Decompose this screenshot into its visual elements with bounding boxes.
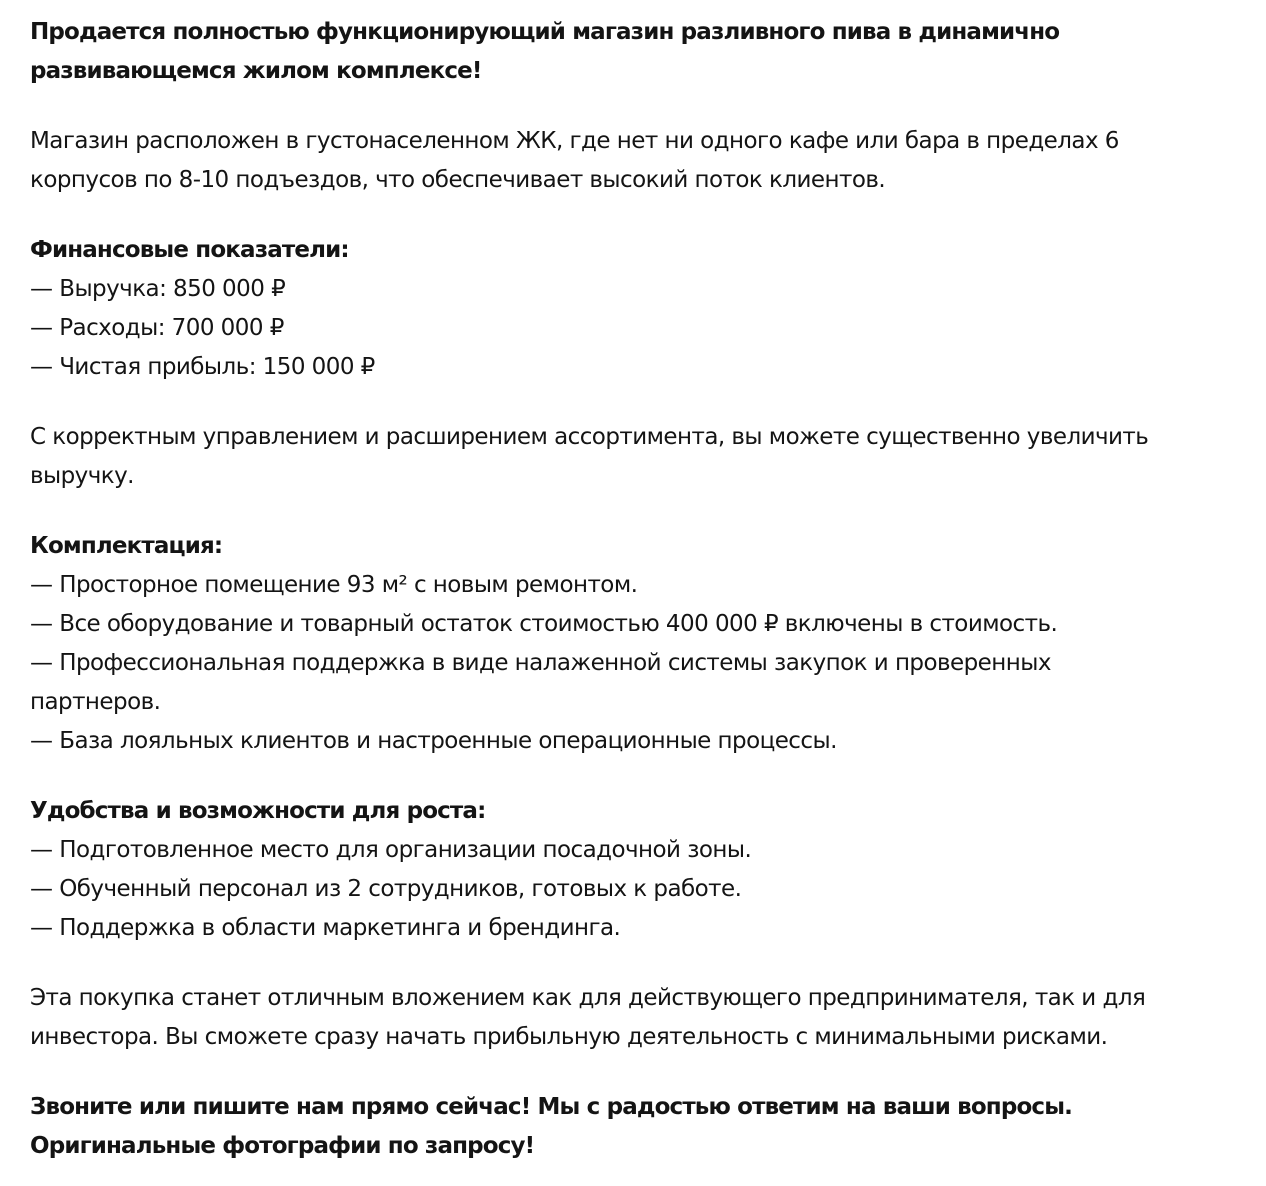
investment-line-2: инвестора. Вы сможете сразу начать прибыльную деятельность с минимальными рисками. [30,1024,1108,1050]
finance-section [30,231,1236,387]
finance-item-revenue: — Выручка: 850 000 ₽ [30,276,286,302]
equipment-item-equipment-stock: — Все оборудование и товарный остаток стоимостью 400 000 ₽ включены в стоимость. [30,611,1058,637]
growth-note-line-2: выручку. [30,463,134,489]
location-paragraph [30,122,1236,200]
cta-line-1: Звоните или пишите нам прямо сейчас! Мы с радостью ответим на ваши вопросы. [30,1094,1073,1120]
equipment-section [30,527,1236,761]
growth-note-paragraph [30,418,1236,496]
amenities-item-staff: — Обученный персонал из 2 сотрудников, готовых к работе. [30,876,742,902]
intro-paragraph [30,13,1236,91]
growth-note-line-1: С корректным управлением и расширением ассортимента, вы можете существенно увеличить [30,424,1149,450]
paragraph-gap [30,200,1236,231]
equipment-heading: Комплектация: [30,533,223,559]
investment-line-1: Эта покупка станет отличным вложением как для действующего предпринимателя, так и для [30,985,1146,1011]
finance-item-expenses: — Расходы: 700 000 ₽ [30,315,284,341]
intro-line-2: развивающемся жилом комплексе! [30,58,482,84]
amenities-item-marketing: — Поддержка в области маркетинга и брендинга. [30,915,621,941]
location-line-1: Магазин расположен в густонаселенном ЖК, где нет ни одного кафе или бара в пределах 6 [30,128,1119,154]
investment-paragraph [30,979,1236,1057]
finance-item-net-profit: — Чистая прибыль: 150 000 ₽ [30,354,375,380]
amenities-item-seating: — Подготовленное место для организации посадочной зоны. [30,837,752,863]
paragraph-gap [30,761,1236,792]
cta-paragraph [30,1088,1236,1166]
paragraph-gap [30,948,1236,979]
equipment-item-customer-base: — База лояльных клиентов и настроенные операционные процессы. [30,728,837,754]
paragraph-gap [30,387,1236,418]
paragraph-gap [30,496,1236,527]
equipment-item-premises: — Просторное помещение 93 м² с новым ремонтом. [30,572,638,598]
intro-line-1: Продается полностью функционирующий магазин разливного пива в динамично [30,19,1060,45]
paragraph-gap [30,91,1236,122]
equipment-item-support: — Профессиональная поддержка в виде налаженной системы закупок и проверенных [30,650,1051,676]
location-line-2: корпусов по 8-10 подъездов, что обеспечивает высокий поток клиентов. [30,167,886,193]
equipment-item-support-cont: партнеров. [30,689,161,715]
paragraph-gap [30,1057,1236,1088]
cta-line-2: Оригинальные фотографии по запросу! [30,1133,535,1159]
amenities-heading: Удобства и возможности для роста: [30,798,486,824]
amenities-section [30,792,1236,948]
finance-heading: Финансовые показатели: [30,237,349,263]
